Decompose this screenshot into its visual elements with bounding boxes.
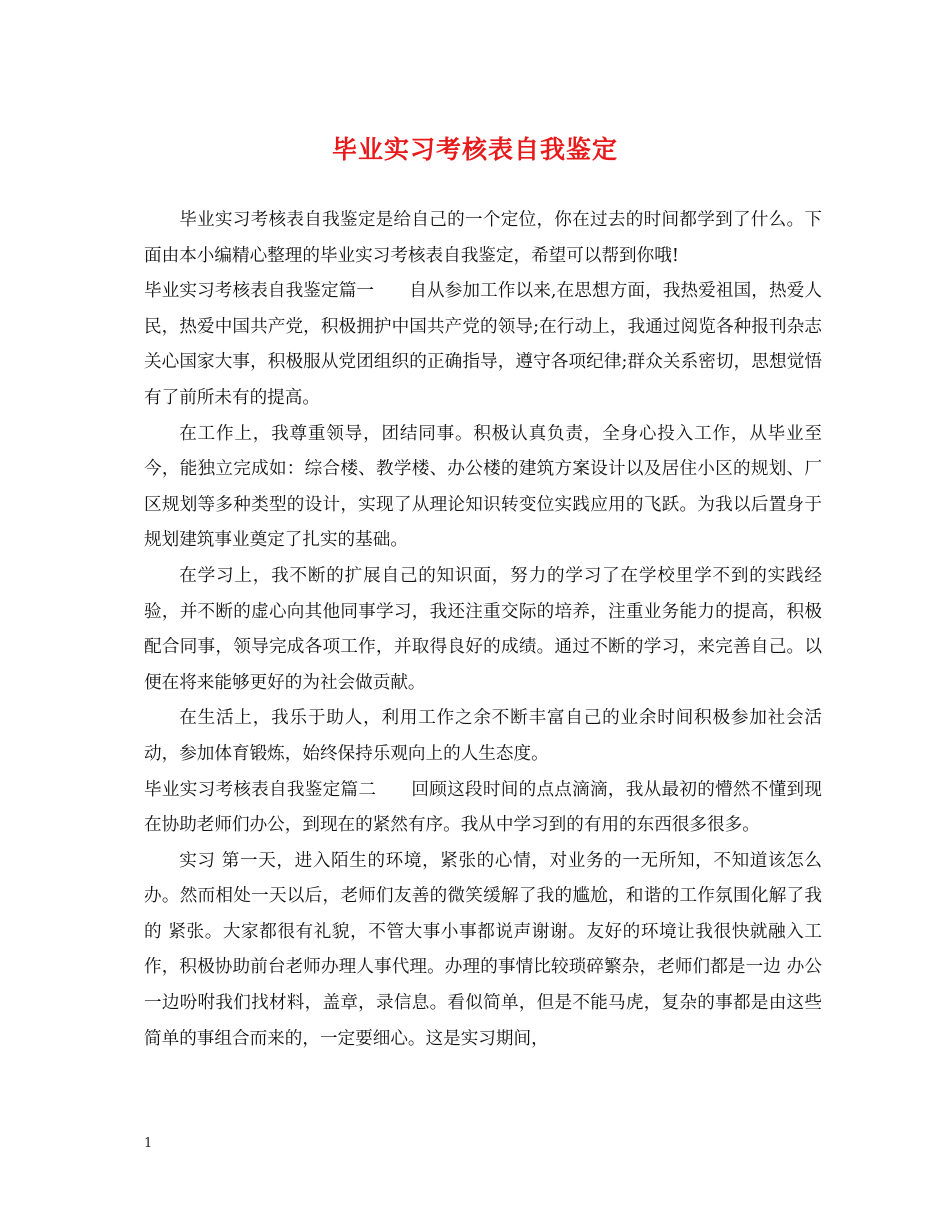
section-1-paragraph-work: 在工作上，我尊重领导，团结同事。积极认真负责，全身心投入工作，从毕业至今，能独立完成如：综合楼、教学楼、办公楼的建筑方案设计以及居住小区的规划、厂区规划等多种类型的设计，实现了从理论知识转变位实践应用的飞跃。为我以后置身于规划建筑事业奠定了扎实的基础。	[144, 423, 822, 551]
document-body	[144, 203, 822, 1057]
section-2-lead-text: 回顾这段时间的点点滴滴，我从最初的懵然不懂到现在协助老师们办公，到现在的紧然有序。我从中学习到的有用的东西很多很多。	[144, 779, 822, 836]
page-number: 1	[144, 1136, 153, 1151]
section-1-lead-paragraph	[144, 274, 822, 416]
document-title: 毕业实习考核表自我鉴定	[331, 135, 618, 164]
section-1-heading: 毕业实习考核表自我鉴定篇一	[144, 281, 375, 302]
section-2-heading: 毕业实习考核表自我鉴定篇二	[144, 779, 377, 800]
section-1-lead-text: 自从参加工作以来,在思想方面，我热爱祖国，热爱人民，热爱中国共产党，积极拥护中国共产党的领导;在行动上，我通过阅览各种报刊杂志关心国家大事，积极服从党团组织的正确指导，遵守各项纪律;群众关系密切，思想觉悟有了前所未有的提高。	[144, 281, 822, 408]
intro-paragraph: 毕业实习考核表自我鉴定是给自己的一个定位，你在过去的时间都学到了什么。下面由本小编精心整理的毕业实习考核表自我鉴定，希望可以帮到你哦!	[144, 210, 822, 266]
section-2-paragraph-internship: 实习 第一天，进入陌生的环境，紧张的心情，对业务的一无所知，不知道该怎么办。然而相处一天以后，老师们友善的微笑缓解了我的尴尬，和谐的工作氛围化解了我的 紧张。大家都很有礼貌，不管大事小事都说声谢谢。友好的环境让我很快就融入工作，积极协助前台老师办理人事代理。办理的事情比较琐碎繁杂，老师们都是一边 办公一边吩咐我们找材料，盖章，录信息。看似简单，但是不能马虎，复杂的事都是由这些简单的事组合而来的，一定要细心。这是实习期间，	[144, 850, 822, 1049]
section-2-lead-paragraph	[144, 773, 822, 844]
section-1-paragraph-study: 在学习上，我不断的扩展自己的知识面，努力的学习了在学校里学不到的实践经验，并不断的虚心向其他同事学习，我还注重交际的培养，注重业务能力的提高，积极配合同事，领导完成各项工作，并取得良好的成绩。通过不断的学习，来完善自己。以便在将来能够更好的为社会做贡献。	[144, 565, 822, 693]
section-1-paragraph-life: 在生活上，我乐于助人，利用工作之余不断丰富自己的业余时间积极参加社会活动，参加体育锻炼，始终保持乐观向上的人生态度。	[144, 708, 822, 764]
